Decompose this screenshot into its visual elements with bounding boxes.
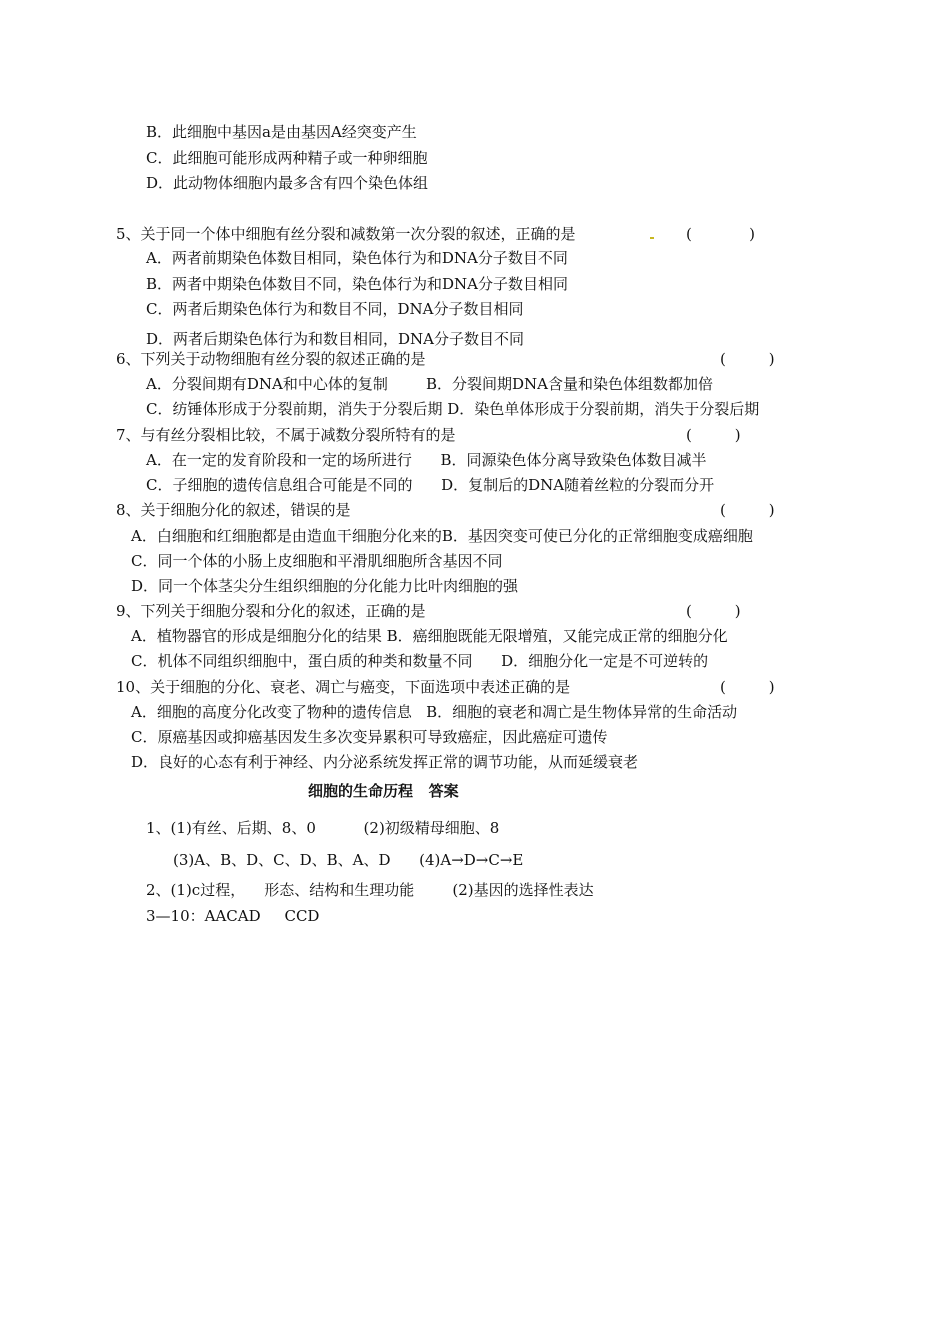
q4-option-c: C．此细胞可能形成两种精子或一种卵细胞 [146,149,428,167]
answer-2: 2、(1)c过程， 形态、结构和生理功能 (2)基因的选择性表达 [146,881,594,899]
q5-stem: 5、关于同一个体中细胞有丝分裂和减数第一次分裂的叙述，正确的是 [116,225,576,243]
q4-option-d: D．此动物体细胞内最多含有四个染色体组 [146,174,429,192]
q10-answer-bracket: ( ) [720,678,775,696]
q5-option-b: B．两者中期染色体数目不同，染色体行为和DNA分子数目相同 [146,275,569,293]
q10-option-d: D．良好的心态有利于神经、内分泌系统发挥正常的调节功能，从而延缓衰老 [131,753,639,771]
q6-stem: 6、下列关于动物细胞有丝分裂的叙述正确的是 [116,350,426,368]
answer-1-line-2: (3)A、B、D、C、D、B、A、D (4)A→D→C→E [173,851,524,869]
q7-options-ab: A．在一定的发育阶段和一定的场所进行 B．同源染色体分离导致染色体数目减半 [146,451,707,469]
q6-options-cd: C．纺锤体形成于分裂前期，消失于分裂后期 D．染色单体形成于分裂前期，消失于分裂后期 [146,400,760,418]
q8-stem: 8、关于细胞分化的叙述，错误的是 [116,501,351,519]
q10-option-c: C．原癌基因或抑癌基因发生多次变异累积可导致癌症，因此癌症可遗传 [131,728,608,746]
q9-options-cd: C．机体不同组织细胞中，蛋白质的种类和数量不同 D．细胞分化一定是不可逆转的 [131,652,709,670]
q10-stem: 10、关于细胞的分化、衰老、凋亡与癌变，下面选项中表述正确的是 [116,678,571,696]
q7-stem: 7、与有丝分裂相比较，不属于减数分裂所特有的是 [116,426,456,444]
q8-options-ab: A．白细胞和红细胞都是由造血干细胞分化来的B．基因突变可使已分化的正常细胞变成癌细胞 [131,527,753,545]
q5-option-d: D．两者后期染色体行为和数目相同，DNA分子数目不同 [146,330,525,348]
q7-answer-bracket: ( ) [686,426,741,444]
q8-option-d: D．同一个体茎尖分生组织细胞的分化能力比叶肉细胞的强 [131,577,519,595]
q9-stem: 9、下列关于细胞分裂和分化的叙述，正确的是 [116,602,426,620]
q10-options-ab: A．细胞的高度分化改变了物种的遗传信息 B．细胞的衰老和凋亡是生物体异常的生命活动 [131,703,738,721]
q8-option-c: C．同一个体的小肠上皮细胞和平滑肌细胞所含基因不同 [131,552,503,570]
answer-3-10: 3—10：AACAD CCD [146,907,320,925]
answers-title: 细胞的生命历程 答案 [308,782,459,800]
stray-mark [650,237,654,239]
q7-options-cd: C．子细胞的遗传信息组合可能是不同的 D．复制后的DNA随着丝粒的分裂而分开 [146,476,715,494]
q9-answer-bracket: ( ) [686,602,741,620]
q5-option-a: A．两者前期染色体数目相同，染色体行为和DNA分子数目不同 [146,249,568,267]
q9-options-ab: A．植物器官的形成是细胞分化的结果 B．癌细胞既能无限增殖，又能完成正常的细胞分化 [131,627,728,645]
answer-1-line-1: 1、(1)有丝、后期、8、0 (2)初级精母细胞、8 [146,819,500,837]
q4-option-b: B．此细胞中基因a是由基因A经突变产生 [146,123,417,141]
q6-options-ab: A．分裂间期有DNA和中心体的复制 B．分裂间期DNA含量和染色体组数都加倍 [146,375,713,393]
q5-option-c: C．两者后期染色体行为和数目不同，DNA分子数目相同 [146,300,524,318]
q8-answer-bracket: ( ) [720,501,775,519]
q6-answer-bracket: ( ) [720,350,775,368]
q5-answer-bracket: ( ) [686,225,755,243]
